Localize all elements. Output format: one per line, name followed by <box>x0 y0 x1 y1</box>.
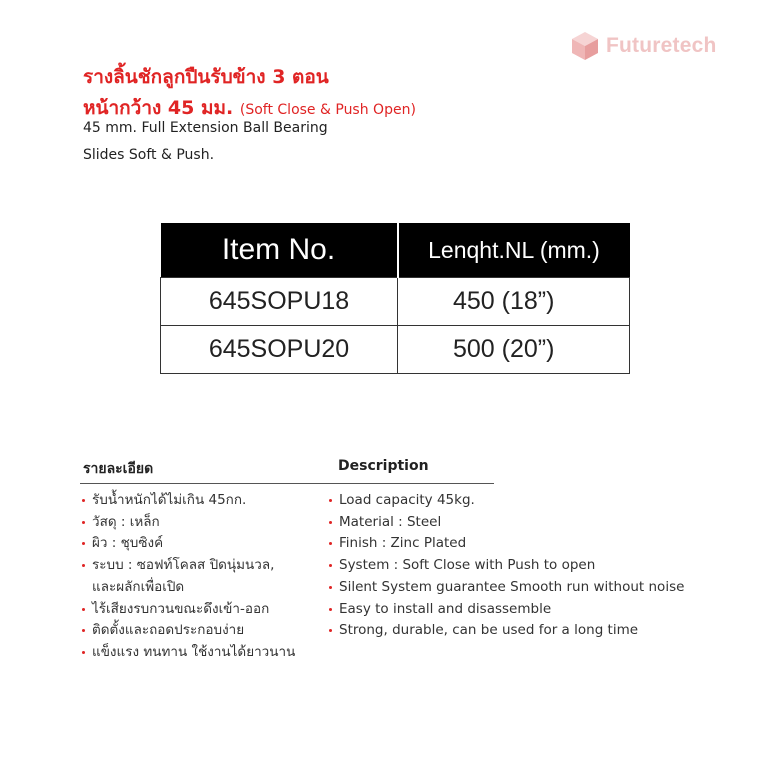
cell-length: 500 (20”) <box>398 326 630 374</box>
title-thai-line2 <box>83 93 416 123</box>
table-row <box>161 278 630 326</box>
bullet-dot-icon <box>329 586 332 589</box>
list-item-text: ไร้เสียงรบกวนขณะดึงเข้า-ออก <box>92 600 270 617</box>
list-item-text: Silent System guarantee Smooth run without noise <box>339 578 685 595</box>
list-item-text: Strong, durable, can be used for a long time <box>339 622 639 639</box>
list-item <box>327 490 747 512</box>
title-thai-line2-suffix: (Soft Close & Push Open) <box>239 102 416 118</box>
details-list-thai <box>80 490 320 664</box>
list-item <box>327 512 747 534</box>
bullet-dot-icon <box>82 629 85 632</box>
bullet-dot-icon <box>329 521 332 524</box>
list-item <box>80 555 320 577</box>
list-item <box>80 512 320 534</box>
header-item-no: Item No. <box>161 223 398 278</box>
title-thai-line2-main: หน้ากว้าง 45 มม. <box>83 97 234 119</box>
bullet-dot-icon <box>329 564 332 567</box>
list-item-text: ผิว : ชุบซิงค์ <box>92 535 164 552</box>
list-item-text: Finish : Zinc Plated <box>339 535 467 552</box>
table-row <box>161 326 630 374</box>
list-item <box>80 533 320 555</box>
cell-item-no: 645SOPU18 <box>161 278 398 326</box>
title-english-line2: Slides Soft & Push. <box>83 147 215 163</box>
list-item-text: วัสดุ : เหล็ก <box>92 513 160 530</box>
list-item <box>80 599 320 621</box>
title-english-line1: 45 mm. Full Extension Ball Bearing <box>83 120 328 136</box>
title-thai-line1: รางลิ้นชักลูกปืนรับข้าง 3 ตอน <box>83 66 329 88</box>
bullet-dot-icon <box>329 542 332 545</box>
bullet-dot-icon <box>329 499 332 502</box>
list-item-continued <box>80 577 320 599</box>
list-item-text: รับน้ำหนักได้ไม่เกิน 45กก. <box>92 492 247 508</box>
bullet-dot-icon <box>329 629 332 632</box>
cube-logo-icon <box>570 30 600 62</box>
bullet-dot-icon <box>82 499 85 502</box>
bullet-dot-icon <box>82 542 85 545</box>
bullet-dot-icon <box>329 608 332 611</box>
details-heading-thai: รายละเอียด <box>83 461 154 477</box>
list-item <box>327 599 747 621</box>
header-length: Lenqht.NL (mm.) <box>398 223 630 278</box>
section-divider <box>80 483 494 484</box>
cell-item-no: 645SOPU20 <box>161 326 398 374</box>
list-item <box>80 642 320 664</box>
list-item <box>327 555 747 577</box>
list-item-text: แข็งแรง ทนทาน ใช้งานได้ยาวนาน <box>92 643 296 660</box>
list-item <box>80 620 320 642</box>
list-item-text: และผลักเพื่อเปิด <box>92 578 185 595</box>
list-item <box>327 577 747 599</box>
cell-length: 450 (18”) <box>398 278 630 326</box>
list-item-text: Easy to install and disassemble <box>339 600 552 617</box>
list-item-text: Load capacity 45kg. <box>339 492 475 508</box>
list-item <box>327 620 747 642</box>
item-table <box>160 223 630 374</box>
details-heading-english: Description <box>338 458 429 474</box>
bullet-dot-icon <box>82 521 85 524</box>
details-list-english <box>327 490 747 642</box>
brand-name: Futuretech <box>606 34 717 57</box>
brand-logo <box>570 30 717 62</box>
list-item-text: ติดตั้งและถอดประกอบง่าย <box>92 622 245 639</box>
table-header-row <box>161 223 630 278</box>
list-item-text: Material : Steel <box>339 513 442 530</box>
bullet-dot-icon <box>82 608 85 611</box>
bullet-dot-icon <box>82 651 85 654</box>
list-item <box>327 533 747 555</box>
bullet-dot-icon <box>82 564 85 567</box>
list-item-text: ระบบ : ซอฟท์โคลส ปิดนุ่มนวล, <box>92 557 275 574</box>
list-item-text: System : Soft Close with Push to open <box>339 557 596 574</box>
list-item <box>80 490 320 512</box>
